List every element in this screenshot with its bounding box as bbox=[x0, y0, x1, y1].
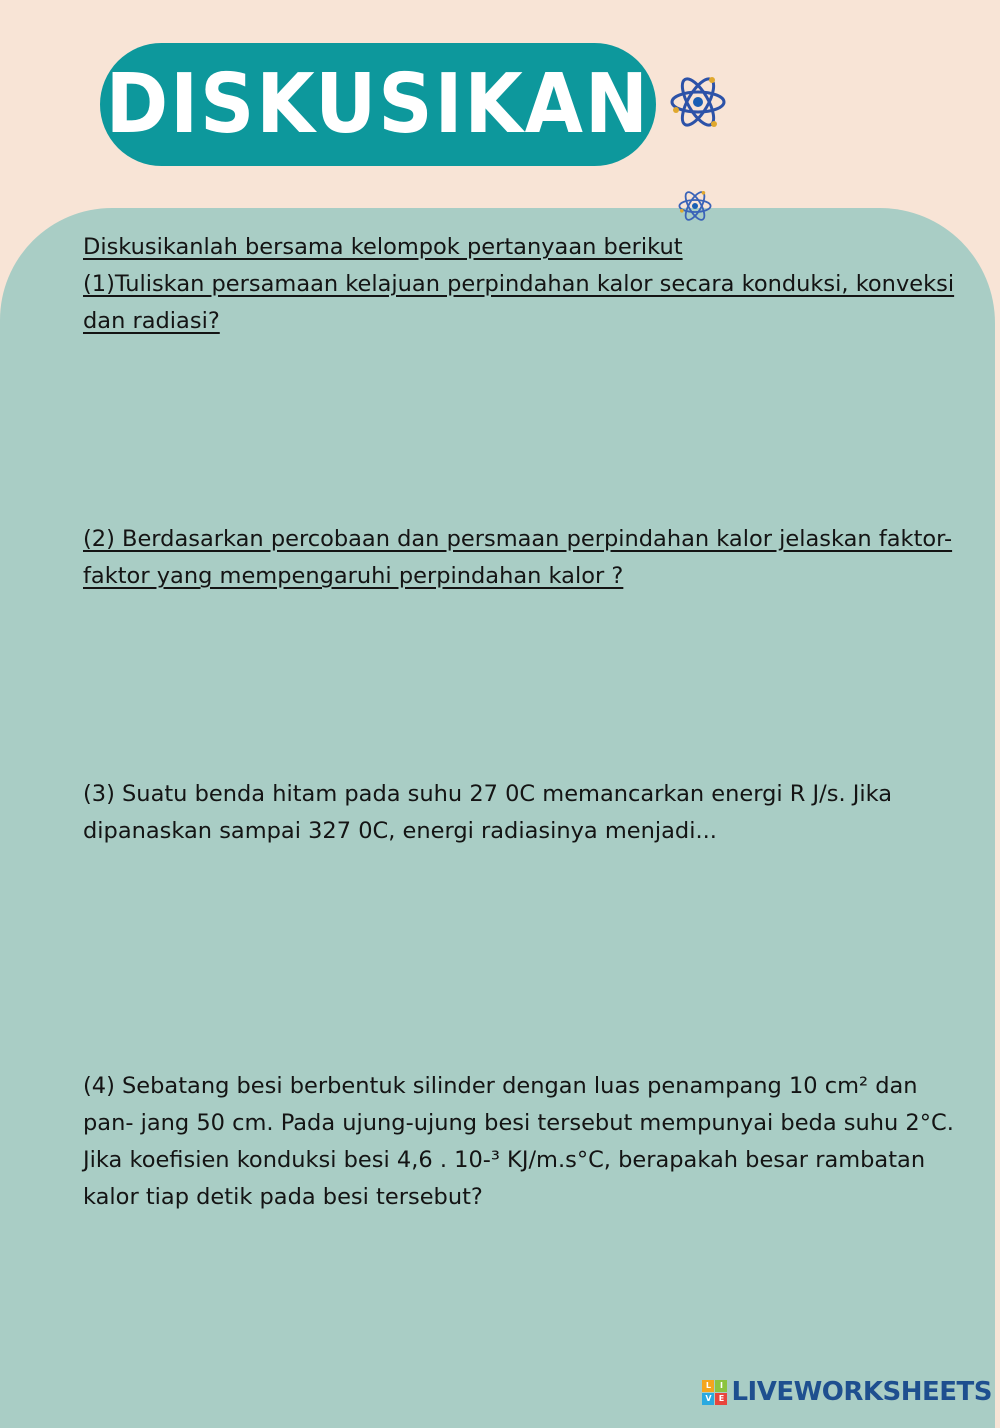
title-banner bbox=[100, 43, 656, 166]
instructions: Diskusikanlah bersama kelompok pertanyaan berikut bbox=[83, 234, 683, 260]
page-title: DISKUSIKAN bbox=[105, 57, 651, 152]
question-4: (4) Sebatang besi berbentuk silinder dengan luas penampang 10 cm² dan pan- jang 50 cm. Pada ujung-ujung besi tersebut mempunyai beda suhu 2°C. Jika koefisien konduksi besi 4,6 . 10-³ KJ/m.s°C, berapakah besar rambatan kalor tiap detik pada besi tersebut? bbox=[83, 1073, 954, 1210]
question-2: (2) Berdasarkan percobaan dan persmaan perpindahan kalor jelaskan faktor-faktor yang mempengaruhi perpindahan kalor ? bbox=[83, 526, 953, 589]
atom-icon bbox=[668, 72, 728, 132]
brand-name: LIVEWORKSHEETS bbox=[731, 1377, 992, 1407]
question-1: (1)Tuliskan persamaan kelajuan perpindahan kalor secara konduksi, konveksi dan radiasi? bbox=[83, 271, 955, 334]
atom-icon bbox=[677, 188, 713, 224]
question-3: (3) Suatu benda hitam pada suhu 27 0C memancarkan energi R J/s. Jika dipanaskan sampai 327 0C, energi radiasinya menjadi... bbox=[83, 781, 893, 844]
liveworksheets-logo-icon: L I V E bbox=[702, 1380, 727, 1405]
liveworksheets-brand bbox=[702, 1374, 992, 1410]
